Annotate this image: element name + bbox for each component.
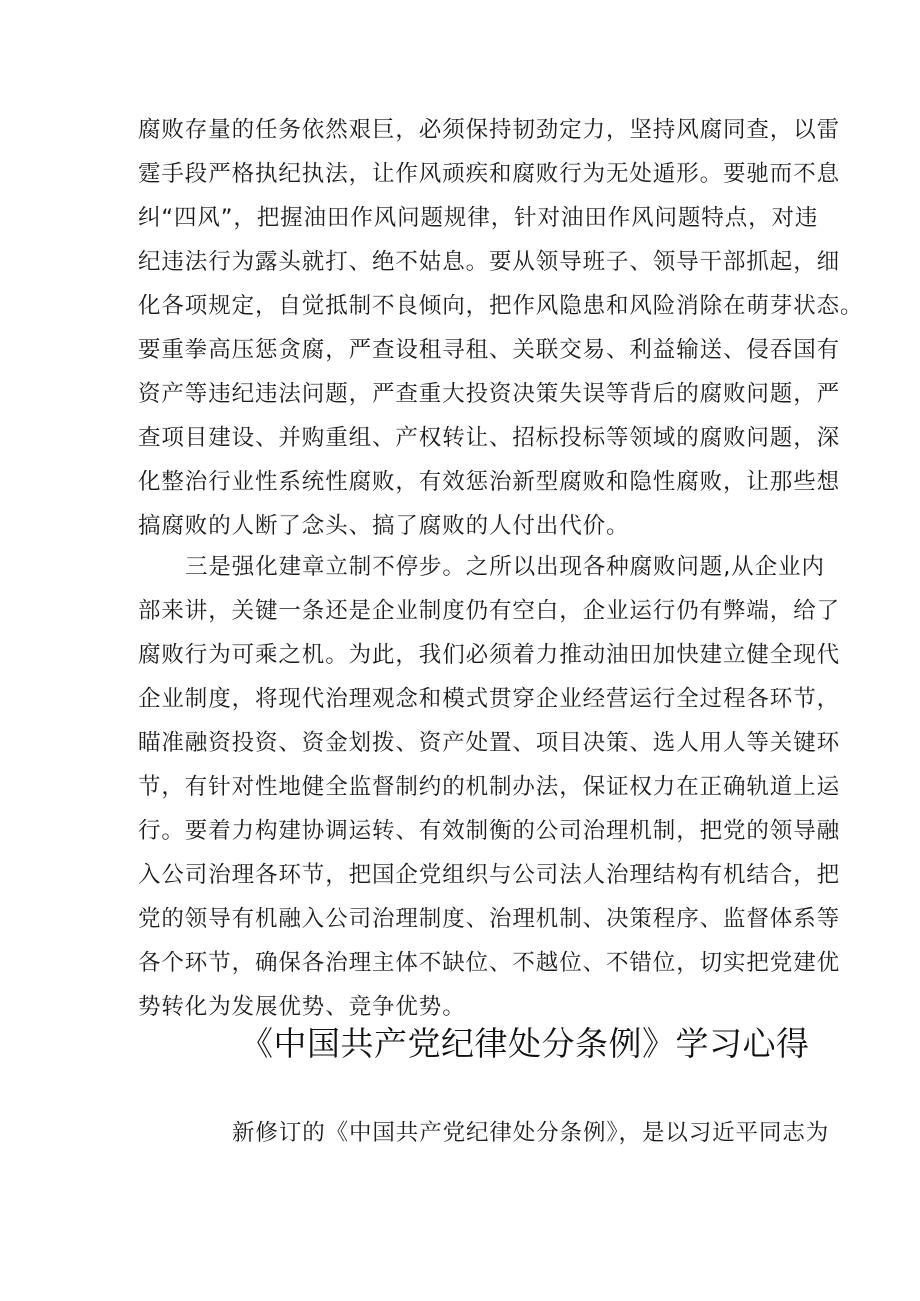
paragraph-1-line-6: 要重拳高压惩贪腐，严查设租寻租、关联交易、利益输送、侵吞国有: [138, 337, 841, 363]
paragraph-1-line-3: 纠“四风”，把握油田作风问题规律，针对油田作风问题特点，对违: [138, 205, 819, 231]
paragraph-2-line-3: 腐败行为可乘之机。为此，我们必须着力推动油田加快建立健全现代: [138, 642, 841, 668]
paragraph-1-line-9: 化整治行业性系统性腐败，有效惩治新型腐败和隐性腐败，让那些想: [138, 469, 841, 495]
paragraph-2-line-10: 各个环节，确保各治理主体不缺位、不越位、不错位，切实把党建优: [138, 950, 841, 976]
paragraph-2-line-1: 三是强化建章立制不停步。之所以出现各种腐败问题,从企业内: [185, 554, 825, 580]
paragraph-2-line-7: 行。要着力构建协调运转、有效制衡的公司治理机制，把党的领导融: [138, 818, 841, 844]
paragraph-1-line-2: 霆手段严格执纪执法，让作风顽疾和腐败行为无处遁形。要驰而不息: [138, 161, 841, 187]
paragraph-1-line-4: 纪违法行为露头就打、绝不姑息。要从领导班子、领导干部抓起，细: [138, 249, 841, 275]
paragraph-2-line-2: 部来讲，关键一条还是企业制度仍有空白，企业运行仍有弊端，给了: [138, 598, 841, 624]
paragraph-2-line-4: 企业制度，将现代治理观念和模式贯穿企业经营运行全过程各环节，: [138, 686, 841, 712]
paragraph-2-line-5: 瞄准融资投资、资金划拨、资产处置、项目决策、选人用人等关键环: [138, 730, 841, 756]
paragraph-1-line-10: 搞腐败的人断了念头、搞了腐败的人付出代价。: [138, 513, 630, 539]
paragraph-1-line-5: 化各项规定，自觉抵制不良倾向，把作风隐患和风险消除在萌芽状态。: [138, 293, 864, 319]
paragraph-1-line-7: 资产等违纪违法问题，严查重大投资决策失误等背后的腐败问题，严: [138, 381, 841, 407]
paragraph-2-line-11: 势转化为发展优势、竞争优势。: [138, 994, 466, 1020]
paragraph-2-line-9: 党的领导有机融入公司治理制度、治理机制、决策程序、监督体系等: [138, 906, 841, 932]
paragraph-1-line-8: 查项目建设、并购重组、产权转让、招标投标等领域的腐败问题，深: [138, 425, 841, 451]
paragraph-2-line-8: 入公司治理各环节，把国企党组织与公司法人治理结构有机结合，把: [138, 862, 841, 888]
paragraph-3-line-1: 新修订的《中国共产党纪律处分条例》，是以习近平同志为: [232, 1120, 830, 1146]
paragraph-2-line-6: 节，有针对性地健全监督制约的机制办法，保证权力在正确轨道上运: [138, 774, 841, 800]
paragraph-1-line-1: 腐败存量的任务依然艰巨，必须保持韧劲定力，坚持风腐同查，以雷: [138, 117, 841, 143]
section-title: 《中国共产党纪律处分条例》学习心得: [240, 1024, 810, 1063]
